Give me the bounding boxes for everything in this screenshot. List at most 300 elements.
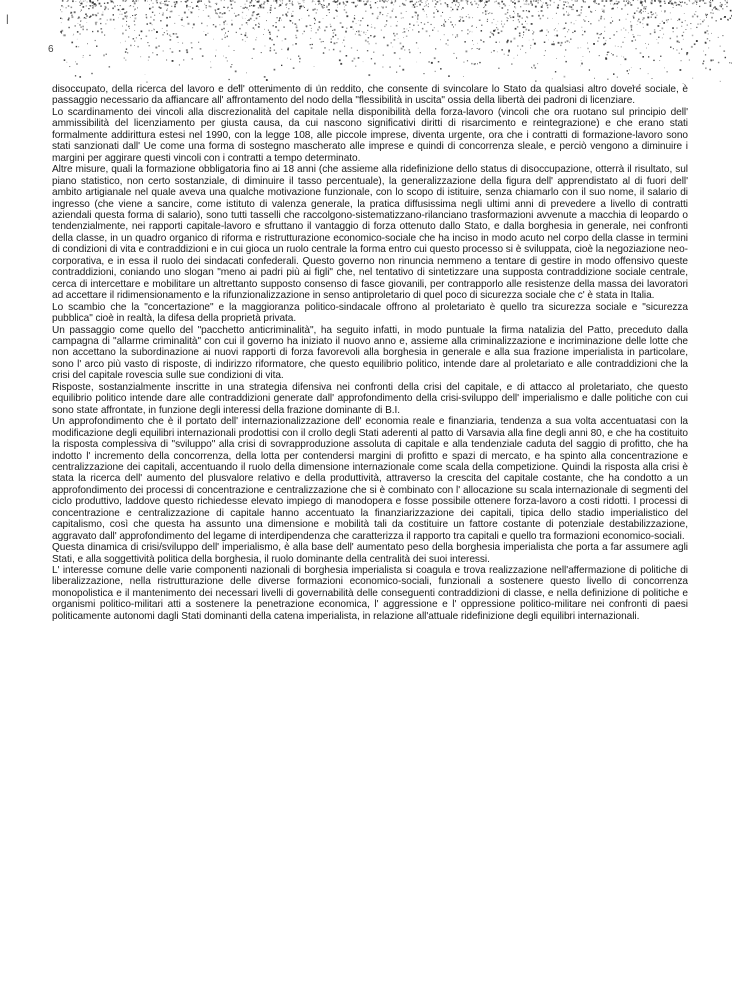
noise-speck — [660, 30, 661, 31]
noise-speck — [700, 19, 701, 20]
noise-speck — [146, 17, 147, 18]
noise-speck — [544, 55, 545, 56]
noise-speck — [686, 53, 688, 55]
noise-speck — [134, 10, 135, 11]
noise-speck — [705, 54, 706, 55]
noise-speck — [539, 30, 541, 32]
noise-speck — [598, 37, 599, 38]
noise-speck — [514, 6, 515, 7]
noise-speck — [679, 1, 680, 2]
noise-speck — [428, 6, 429, 7]
paragraph: Questa dinamica di crisi/sviluppo dell' imperialismo, è alla base dell' aumentato peso della borghesia imperialista che porta a far assumere agli Stati, e alla soggettività politica della borghesia, il ruolo dominante della centralità dei suoi interessi. — [52, 542, 688, 565]
noise-speck — [640, 11, 641, 12]
noise-speck — [191, 47, 192, 48]
noise-speck — [683, 32, 684, 33]
noise-speck — [461, 1, 462, 2]
noise-speck — [264, 76, 266, 78]
noise-speck — [112, 8, 114, 10]
noise-speck — [472, 48, 473, 49]
noise-speck — [554, 29, 555, 30]
noise-speck — [196, 5, 198, 7]
noise-speck — [458, 6, 459, 7]
noise-speck — [569, 42, 570, 43]
noise-speck — [299, 8, 300, 9]
noise-speck — [666, 20, 667, 21]
noise-speck — [291, 14, 292, 15]
noise-speck — [556, 35, 558, 37]
noise-speck — [514, 38, 516, 40]
noise-speck — [591, 11, 593, 13]
noise-speck — [475, 63, 476, 64]
noise-speck — [122, 26, 123, 27]
noise-speck — [532, 4, 533, 5]
noise-speck — [324, 5, 325, 6]
noise-speck — [218, 8, 220, 10]
noise-speck — [152, 24, 153, 25]
noise-speck — [85, 0, 86, 1]
noise-speck — [656, 39, 657, 40]
noise-speck — [468, 14, 469, 15]
noise-speck — [330, 26, 331, 27]
noise-speck — [79, 18, 80, 19]
noise-speck — [161, 1, 162, 2]
noise-speck — [489, 12, 490, 13]
noise-speck — [326, 15, 327, 16]
noise-speck — [617, 7, 618, 8]
noise-speck — [179, 15, 180, 16]
noise-speck — [76, 63, 78, 65]
noise-speck — [136, 37, 137, 38]
noise-speck — [621, 64, 622, 65]
noise-speck — [694, 14, 695, 15]
noise-speck — [220, 12, 221, 13]
noise-speck — [612, 21, 613, 22]
noise-speck — [370, 7, 372, 9]
noise-speck — [463, 8, 464, 9]
noise-speck — [418, 25, 419, 26]
noise-speck — [615, 46, 616, 47]
noise-speck — [546, 35, 547, 36]
noise-speck — [104, 9, 106, 11]
noise-speck — [358, 57, 360, 59]
noise-speck — [673, 31, 674, 32]
noise-speck — [557, 7, 559, 9]
noise-speck — [89, 16, 91, 18]
noise-speck — [708, 34, 709, 35]
noise-speck — [467, 1, 469, 3]
noise-speck — [198, 0, 200, 2]
noise-speck — [68, 5, 69, 6]
noise-speck — [452, 9, 453, 10]
noise-speck — [286, 3, 287, 4]
noise-speck — [339, 3, 341, 5]
noise-speck — [69, 66, 70, 67]
noise-speck — [422, 28, 424, 30]
noise-speck — [80, 20, 82, 22]
noise-speck — [77, 39, 78, 40]
noise-speck — [282, 41, 283, 42]
noise-speck — [87, 43, 88, 44]
noise-speck — [582, 30, 583, 31]
noise-speck — [594, 2, 596, 4]
noise-speck — [565, 2, 566, 3]
noise-speck — [519, 33, 521, 35]
noise-speck — [467, 33, 468, 34]
noise-speck — [242, 12, 243, 13]
noise-speck — [280, 1, 281, 2]
noise-speck — [125, 60, 126, 61]
noise-speck — [207, 25, 208, 26]
noise-speck — [323, 18, 324, 19]
noise-speck — [100, 5, 101, 6]
noise-speck — [525, 21, 526, 22]
noise-speck — [247, 20, 248, 21]
noise-speck — [513, 16, 515, 18]
noise-speck — [370, 35, 371, 36]
noise-speck — [138, 1, 139, 2]
noise-speck — [200, 48, 202, 50]
noise-speck — [336, 42, 337, 43]
noise-speck — [625, 4, 626, 5]
noise-speck — [208, 15, 210, 17]
noise-speck — [60, 9, 61, 10]
noise-speck — [531, 3, 532, 4]
noise-speck — [360, 20, 361, 21]
noise-speck — [75, 62, 76, 63]
noise-speck — [355, 6, 357, 8]
noise-speck — [568, 29, 569, 30]
noise-speck — [120, 11, 121, 12]
noise-speck — [536, 0, 537, 1]
noise-speck — [256, 18, 258, 20]
noise-speck — [173, 33, 175, 35]
noise-speck — [603, 37, 604, 38]
noise-speck — [434, 57, 436, 59]
noise-speck — [327, 7, 328, 8]
noise-speck — [640, 68, 641, 69]
noise-speck — [278, 30, 280, 32]
noise-speck — [686, 29, 687, 30]
noise-speck — [443, 24, 445, 26]
noise-speck — [581, 9, 582, 10]
noise-speck — [323, 0, 324, 1]
noise-speck — [401, 18, 402, 19]
noise-speck — [431, 62, 433, 64]
noise-speck — [489, 36, 491, 38]
noise-speck — [501, 49, 503, 51]
noise-speck — [611, 17, 612, 18]
noise-speck — [623, 28, 624, 29]
noise-speck — [148, 60, 149, 61]
noise-speck — [78, 46, 79, 47]
noise-speck — [575, 0, 576, 1]
noise-speck — [242, 39, 243, 40]
noise-speck — [148, 30, 150, 32]
noise-speck — [522, 37, 523, 38]
noise-speck — [110, 0, 111, 1]
noise-speck — [335, 34, 336, 35]
noise-speck — [312, 44, 313, 45]
noise-speck — [73, 34, 74, 35]
noise-speck — [382, 7, 384, 9]
noise-speck — [588, 6, 590, 8]
noise-speck — [246, 7, 248, 9]
noise-speck — [725, 57, 726, 58]
noise-speck — [274, 50, 275, 51]
noise-speck — [253, 27, 255, 29]
noise-speck — [582, 27, 583, 28]
noise-speck — [447, 39, 449, 41]
noise-speck — [493, 34, 494, 35]
noise-speck — [358, 20, 359, 21]
noise-speck — [686, 4, 687, 5]
noise-speck — [159, 13, 160, 14]
noise-speck — [186, 51, 188, 53]
noise-speck — [451, 11, 452, 12]
noise-speck — [418, 1, 419, 2]
noise-speck — [514, 0, 515, 1]
noise-speck — [428, 61, 429, 62]
noise-speck — [583, 1, 584, 2]
noise-speck — [323, 52, 324, 53]
noise-speck — [102, 14, 104, 16]
noise-speck — [723, 50, 725, 52]
noise-speck — [224, 24, 225, 25]
noise-speck — [450, 21, 451, 22]
noise-speck — [134, 3, 136, 5]
noise-speck — [523, 26, 525, 28]
noise-speck — [377, 18, 379, 20]
noise-speck — [453, 27, 454, 28]
noise-speck — [319, 3, 320, 4]
noise-speck — [607, 79, 608, 80]
noise-speck — [373, 36, 375, 38]
noise-speck — [687, 25, 688, 26]
noise-speck — [287, 58, 288, 59]
noise-speck — [528, 3, 530, 5]
noise-speck — [579, 14, 581, 16]
noise-speck — [646, 48, 647, 49]
noise-speck — [222, 39, 223, 40]
noise-speck — [391, 42, 392, 43]
noise-speck — [365, 40, 367, 42]
noise-speck — [654, 29, 655, 30]
noise-speck — [524, 4, 525, 5]
noise-speck — [169, 35, 171, 37]
noise-speck — [292, 23, 293, 24]
noise-speck — [541, 6, 543, 8]
noise-speck — [689, 0, 690, 1]
noise-speck — [86, 5, 87, 6]
noise-speck — [256, 37, 257, 38]
noise-speck — [175, 33, 177, 35]
noise-speck — [346, 28, 347, 29]
noise-speck — [258, 13, 260, 15]
noise-speck — [266, 79, 268, 81]
noise-speck — [125, 30, 126, 31]
noise-speck — [359, 24, 360, 25]
noise-speck — [525, 27, 526, 28]
noise-speck — [117, 5, 118, 6]
paragraph: disoccupato, della ricerca del lavoro e dell' ottenimento di un reddito, che consente di svincolare lo Stato da qualsiasi altro dovere sociale, è passaggio necessario da affiancare all' affrontamento del nodo della "flessibilità in uscita" ossia della libertà dei padroni di licenziare. — [52, 84, 688, 107]
noise-speck — [455, 37, 456, 38]
noise-speck — [114, 28, 115, 29]
noise-speck — [420, 0, 422, 2]
noise-speck — [558, 42, 560, 44]
noise-speck — [625, 6, 626, 7]
noise-speck — [328, 5, 329, 6]
noise-speck — [401, 48, 403, 50]
noise-speck — [228, 46, 229, 47]
noise-speck — [86, 29, 87, 30]
noise-speck — [95, 40, 96, 41]
noise-speck — [463, 1, 464, 2]
noise-speck — [128, 26, 129, 27]
noise-speck — [682, 2, 683, 3]
noise-speck — [234, 50, 235, 51]
noise-speck — [113, 3, 114, 4]
noise-speck — [118, 18, 119, 19]
noise-speck — [99, 3, 101, 5]
noise-speck — [179, 64, 180, 65]
noise-speck — [453, 0, 455, 2]
noise-speck — [407, 29, 408, 30]
noise-speck — [419, 4, 421, 6]
noise-speck — [241, 34, 242, 35]
noise-speck — [167, 24, 168, 25]
noise-speck — [555, 28, 556, 29]
noise-speck — [340, 22, 342, 24]
noise-speck — [610, 4, 611, 5]
noise-speck — [677, 4, 678, 5]
noise-speck — [440, 68, 442, 70]
noise-speck — [604, 5, 606, 7]
noise-speck — [337, 16, 338, 17]
noise-speck — [650, 2, 651, 3]
noise-speck — [476, 27, 477, 28]
noise-speck — [513, 20, 514, 21]
noise-speck — [485, 14, 486, 15]
noise-speck — [253, 48, 255, 50]
noise-speck — [697, 24, 698, 25]
noise-speck — [618, 3, 619, 4]
noise-speck — [327, 9, 328, 10]
noise-speck — [499, 6, 500, 7]
paragraph: Lo scardinamento dei vincoli alla discrezionalità del capitale nella disponibilità della forza-lavoro (vincoli che ora ruotano sul principio dell' ammissibilità del licenziamento per giusta causa, da cui nascono significativi diritti di risarcimento e reintegrazione) e che erano stati formalmente addirittura estesi nel 1990, con la legge 108, alle piccole imprese, diventa urgente, ora che i contratti di formazione-lavoro sono stati sanzionati dall' Ue come una forma di sostegno mascherato alle imprese e quindi di concorrenza sleale, e perciò vengono a diminuire i margini per aggirare questi vincoli con i contratti a tempo determinato. — [52, 106, 688, 164]
noise-speck — [660, 56, 661, 57]
noise-speck — [593, 1, 594, 2]
noise-speck — [269, 32, 271, 34]
noise-speck — [360, 35, 361, 36]
noise-speck — [471, 63, 472, 64]
noise-speck — [242, 17, 243, 18]
noise-speck — [496, 42, 497, 43]
noise-speck — [618, 46, 619, 47]
noise-speck — [700, 23, 701, 24]
noise-speck — [571, 22, 572, 23]
noise-speck — [224, 35, 225, 36]
noise-speck — [662, 37, 663, 38]
noise-speck — [434, 27, 435, 28]
noise-speck — [182, 43, 183, 44]
noise-speck — [606, 0, 608, 2]
noise-speck — [415, 3, 417, 5]
noise-speck — [207, 33, 208, 34]
noise-speck — [448, 19, 449, 20]
noise-speck — [727, 0, 728, 1]
noise-speck — [74, 11, 76, 13]
noise-speck — [456, 1, 458, 3]
noise-speck — [409, 49, 410, 50]
noise-speck — [660, 23, 661, 24]
noise-speck — [498, 68, 499, 69]
noise-speck — [393, 33, 395, 35]
noise-speck — [554, 2, 555, 3]
noise-speck — [682, 35, 683, 36]
noise-speck — [635, 48, 636, 49]
noise-speck — [633, 34, 634, 35]
noise-speck — [443, 25, 445, 27]
noise-speck — [662, 28, 664, 30]
noise-speck — [351, 47, 352, 48]
noise-speck — [628, 1, 629, 2]
noise-speck — [424, 6, 425, 7]
noise-speck — [481, 25, 482, 26]
noise-speck — [701, 0, 702, 1]
noise-speck — [289, 0, 291, 2]
noise-speck — [696, 40, 698, 42]
noise-speck — [467, 29, 469, 31]
noise-speck — [266, 20, 267, 21]
noise-speck — [176, 1, 178, 3]
noise-speck — [71, 15, 73, 17]
noise-speck — [497, 52, 498, 53]
noise-speck — [574, 23, 575, 24]
noise-speck — [246, 73, 247, 74]
noise-speck — [259, 24, 260, 25]
noise-speck — [704, 20, 705, 21]
noise-speck — [391, 2, 393, 4]
noise-speck — [258, 23, 259, 24]
noise-speck — [488, 13, 489, 14]
noise-speck — [684, 2, 686, 4]
paragraph: Altre misure, quali la formazione obbligatoria fino ai 18 anni (che assieme alla ridefinizione dello status di disoccupazione, otterrà il risultato, sul piano statistico, non certo sostanziale, di diminuire il tasso percentuale), la generalizzazione della figura dell' apprendistato al di fuori dell' ambito artigianale nel quale aveva una qualche motivazione funzionale, con lo scopo di istituire, senza chiamarlo con il suo nome, il salario di ingresso (che viene a sancire, come istituto di valenza generale, la pratica diffusissima negli ultimi anni di prevedere a livello di contratti aziendali questa forma di salario), sono tutti tasselli che raccolgono-sistematizzano-rilanciano trasformazioni avvenute a macchia di leopardo o tendenzialmente, nei rapporti capitale-lavoro e sfruttano il vantaggio di forza ottenuto dallo Stato, e dalla borghesia in generale, nei confronti della classe, in un quadro organico di riforma e ristrutturazione economico-sociale che ha inciso in modo acuto nel corpo della classe in termini di condizioni di vita e contraddizioni e in cui gioca un ruolo centrale la forma entro cui questo processo si è sviluppata, cioè la negoziazione neo-corporativa, e in essa il ruolo dei sindacati confederali. Questo governo non rinuncia nemmeno a tentare di gestire in modo offensivo queste contraddizioni, coniando uno slogan "meno ai padri più ai figli" che, nel tentativo di sintetizzare una supposta contraddizione sociale centrale, cerca di intercettare e mobilitare un altrettanto supposto consenso di fasce giovanili, per contrapporlo alle resistenze della massa dei lavoratori ad accettare il ridimensionamento e la rifunzionalizzazione in senso antiproletario di quel poco di sicurezza sociale che c' è stata in Italia. — [52, 164, 688, 302]
noise-speck — [217, 13, 218, 14]
noise-speck — [628, 73, 629, 74]
noise-speck — [642, 23, 643, 24]
noise-speck — [99, 20, 100, 21]
noise-speck — [435, 48, 436, 49]
noise-speck — [185, 1, 186, 2]
noise-speck — [663, 34, 664, 35]
noise-speck — [104, 35, 105, 36]
noise-speck — [388, 13, 389, 14]
noise-speck — [477, 43, 478, 44]
noise-speck — [626, 19, 627, 20]
noise-speck — [643, 11, 644, 12]
noise-speck — [652, 78, 653, 79]
noise-speck — [716, 20, 717, 21]
noise-speck — [699, 6, 700, 7]
noise-speck — [81, 10, 82, 11]
noise-speck — [250, 18, 252, 20]
noise-speck — [696, 27, 697, 28]
noise-speck — [147, 1, 148, 2]
noise-speck — [605, 27, 606, 28]
noise-speck — [427, 0, 428, 1]
noise-speck — [62, 19, 63, 20]
noise-speck — [129, 28, 130, 29]
